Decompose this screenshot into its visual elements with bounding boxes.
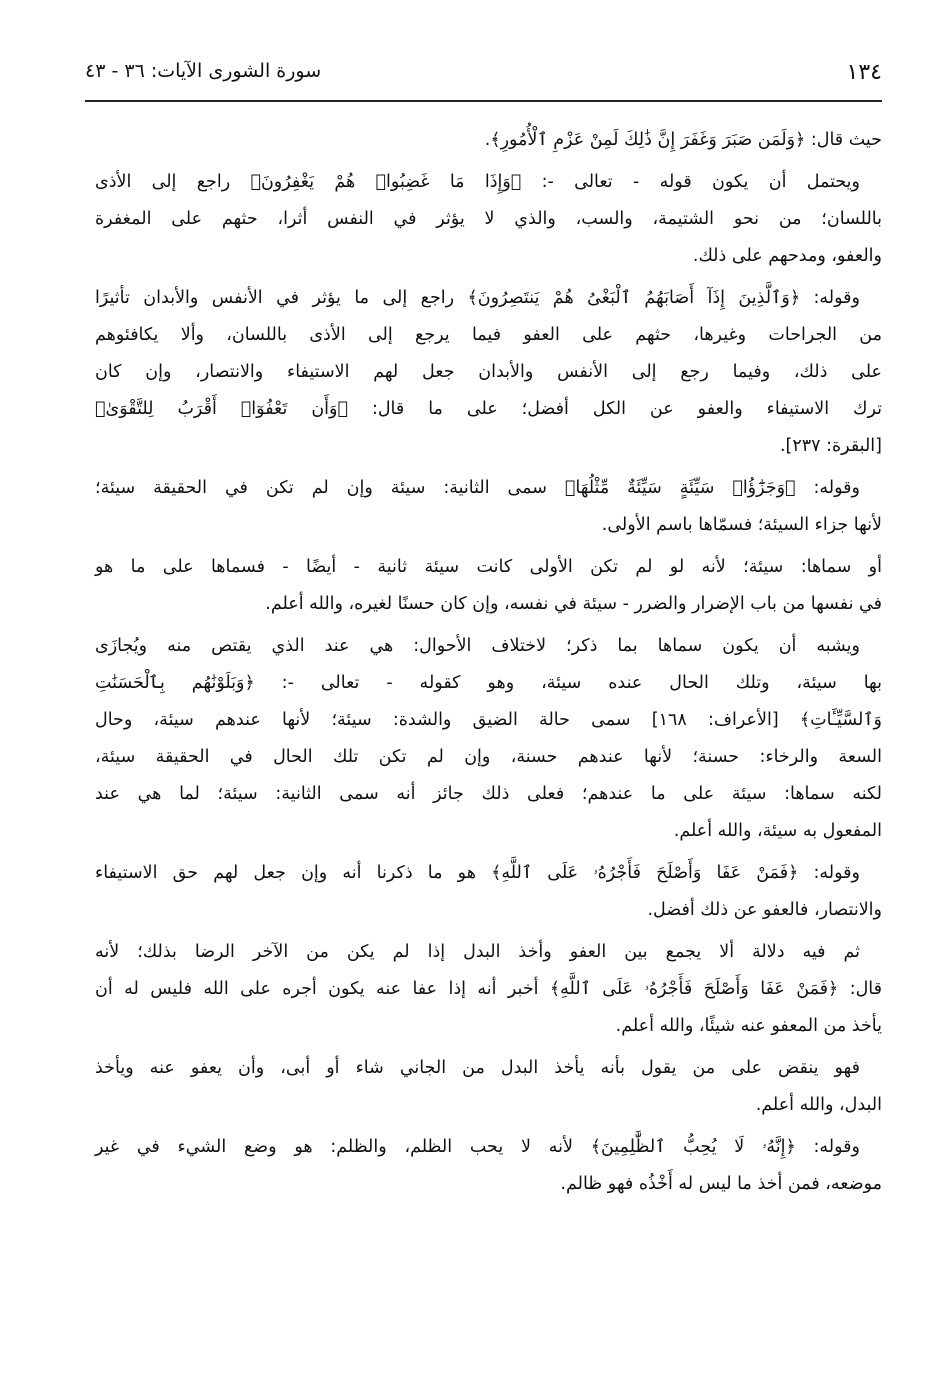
text-line: البدل، والله أعلم. bbox=[755, 1095, 882, 1115]
paragraph bbox=[95, 855, 882, 929]
text-line: في نفسها من باب الإضرار والضرر - سيئة في نفسه، وإن كان حسنًا لغيره، والله أعلم. bbox=[265, 594, 882, 614]
paragraph bbox=[95, 122, 882, 159]
text-line: أو سماها: سيئة؛ لأنه لو لم تكن الأولى كانت سيئة ثانية - أيضًا - فسماها على ما هو bbox=[95, 557, 882, 577]
text-line: [البقرة: ٢٣٧]. bbox=[779, 436, 882, 456]
page-number: ١٣٤ bbox=[846, 60, 882, 85]
text-line: والعفو، ومدحهم على ذلك. bbox=[692, 246, 882, 266]
text-line: بها سيئة، وتلك الحال عنده سيئة، وهو كقوله - تعالى -: ﴿وَبَلَوْنَٰهُم بِٱلْحَسَنَٰتِ bbox=[95, 673, 882, 693]
paragraph bbox=[95, 934, 882, 1045]
paragraph bbox=[95, 1050, 882, 1124]
paragraph bbox=[95, 280, 882, 465]
text-line: باللسان؛ من نحو الشتيمة، والسب، والذي لا يؤثر في النفس أثرا، حثهم على المغفرة bbox=[95, 209, 882, 229]
text-line: وَٱلسَّيِّـَٔاتِ﴾ [الأعراف: ١٦٨] سمى حالة الضيق والشدة: سيئة؛ لأنها عندهم سيئة، وحال bbox=[95, 710, 882, 730]
text-line: المفعول به سيئة، والله أعلم. bbox=[673, 821, 882, 841]
text-line: وقوله: ﴿وَجَزَٰٓؤُا۟ سَيِّئَةٍ سَيِّئَةٌ مِّثْلُهَا﴾ سمى الثانية: سيئة وإن لم تكن في الحقيقة سيئة؛ bbox=[95, 478, 860, 498]
running-title: سورة الشورى الآيات: ٣٦ - ٤٣ bbox=[85, 60, 322, 82]
header-rule bbox=[85, 100, 882, 102]
page-header bbox=[85, 58, 882, 98]
text-line: لكنه سماها: سيئة على ما عندهم؛ فعلى ذلك جائز أنه سمى الثانية: سيئة؛ لما هي عند bbox=[95, 784, 882, 804]
text-line: على ذلك، وفيما رجع إلى الأنفس والأبدان جعل لهم الاستيفاء والانتصار، وإن كان bbox=[95, 362, 882, 382]
text-line: وقوله: ﴿وَٱلَّذِينَ إِذَآ أَصَابَهُمُ ٱلْبَغْىُ هُمْ يَنتَصِرُونَ﴾ راجع إلى ما يؤثر في الأنفس والأبدان تأثيرًا bbox=[95, 288, 860, 308]
text-line: يأخذ من المعفو عنه شيئًا، والله أعلم. bbox=[615, 1016, 882, 1036]
page-body bbox=[95, 122, 882, 1208]
text-line: والانتصار، فالعفو عن ذلك أفضل. bbox=[647, 900, 882, 920]
text-line: حيث قال: ﴿وَلَمَن صَبَرَ وَغَفَرَ إِنَّ ذَٰلِكَ لَمِنْ عَزْمِ ٱلْأُمُورِ﴾. bbox=[484, 130, 882, 150]
text-line: فهو ينقض على من يقول بأنه يأخذ البدل من الجاني شاء أو أبى، وأن يعفو عنه ويأخذ bbox=[95, 1058, 860, 1078]
text-line: ثم فيه دلالة ألا يجمع بين العفو وأخذ البدل إذا لم يكن من الآخر الرضا بذلك؛ لأنه bbox=[95, 942, 860, 962]
paragraph bbox=[95, 628, 882, 850]
text-line: ويشبه أن يكون سماها بما ذكر؛ لاختلاف الأحوال: هي عند الذي يقتص منه ويُجازَى bbox=[95, 636, 860, 656]
text-line: قال: ﴿فَمَنْ عَفَا وَأَصْلَحَ فَأَجْرُهُۥ عَلَى ٱللَّهِ﴾ أخبر أنه إذا عفا عنه يكون أجره على الله فليس له أن bbox=[95, 979, 882, 999]
paragraph bbox=[95, 470, 882, 544]
text-line: ترك الاستيفاء والعفو عن الكل أفضل؛ على ما قال: ﴿وَأَن تَعْفُوٓا۟ أَقْرَبُ لِلتَّقْوَىٰ﴾ bbox=[95, 399, 882, 419]
text-line: موضعه، فمن أخذ ما ليس له أَخْذُه فهو ظالم. bbox=[560, 1174, 882, 1194]
text-line: ويحتمل أن يكون قوله - تعالى -: ﴿وَإِذَا مَا غَضِبُوا۟ هُمْ يَغْفِرُونَ﴾ راجع إلى الأذى bbox=[95, 172, 860, 192]
paragraph bbox=[95, 1129, 882, 1203]
text-line: وقوله: ﴿إِنَّهُۥ لَا يُحِبُّ ٱلظَّٰلِمِينَ﴾ لأنه لا يحب الظلم، والظلم: هو وضع الشيء في غير bbox=[95, 1137, 860, 1157]
text-line: وقوله: ﴿فَمَنْ عَفَا وَأَصْلَحَ فَأَجْرُهُۥ عَلَى ٱللَّهِ﴾ هو ما ذكرنا أنه وإن جعل لهم حق الاستيفاء bbox=[95, 863, 860, 883]
paragraph bbox=[95, 549, 882, 623]
text-line: السعة والرخاء: حسنة؛ لأنها عندهم حسنة، وإن لم تكن تلك الحال في الحقيقة سيئة، bbox=[95, 747, 882, 767]
text-line: من الجراحات وغيرها، حثهم على العفو فيما يرجع إلى الأذى باللسان، وألا يكافئوهم bbox=[95, 325, 882, 345]
paragraph bbox=[95, 164, 882, 275]
text-line: لأنها جزاء السيئة؛ فسمّاها باسم الأولى. bbox=[601, 515, 882, 535]
